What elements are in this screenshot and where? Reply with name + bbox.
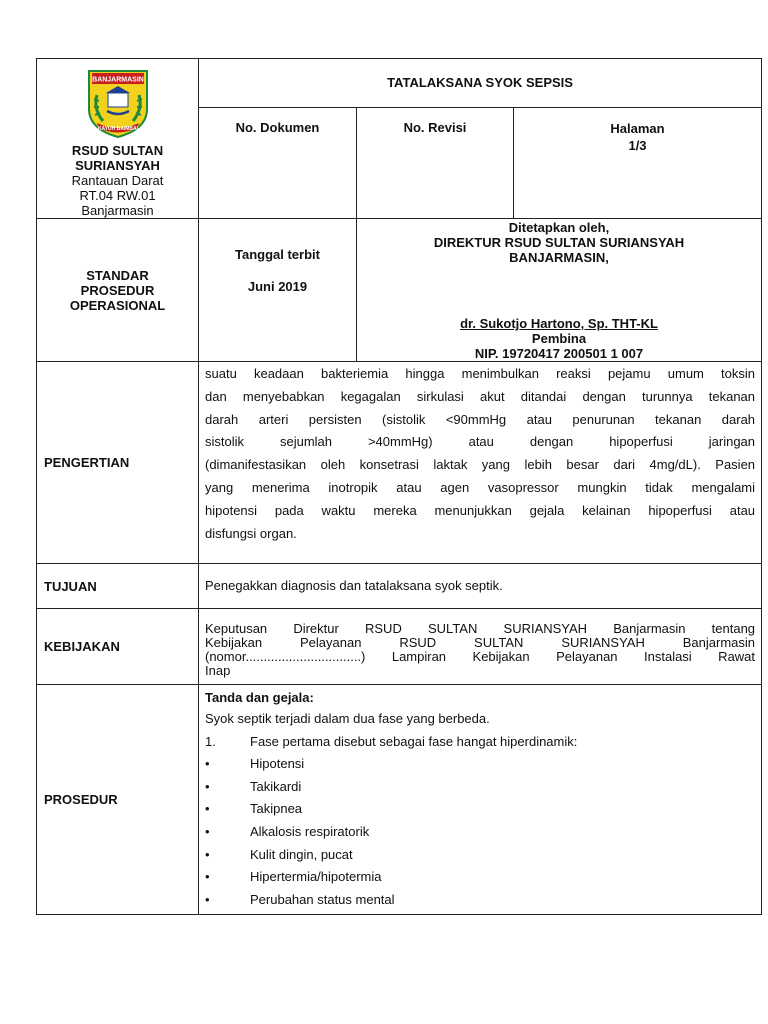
approved-by-label: Ditetapkan oleh, bbox=[508, 220, 610, 235]
symptom-list-item bbox=[205, 821, 755, 844]
kebijakan-line: Kebijakan Pelayanan RSUD SULTAN SURIANSYAH Banjarmasin bbox=[205, 635, 756, 650]
pengertian-content bbox=[199, 362, 762, 564]
page-value: 1/3 bbox=[628, 138, 647, 153]
pengertian-line: disfungsi organ. bbox=[205, 525, 297, 541]
sop-table bbox=[36, 58, 762, 915]
kebijakan-line: (nomor................................) Lampiran Kebijakan Pelayanan Instalasi Rawat bbox=[205, 649, 756, 664]
director-city: BANJARMASIN, bbox=[509, 250, 609, 265]
hospital-address-line-3: Banjarmasin bbox=[81, 203, 154, 218]
symptom-text: Takipnea bbox=[250, 801, 303, 817]
logo-top-text: BANJARMASIN bbox=[91, 76, 144, 84]
prosedur-content bbox=[199, 685, 762, 915]
symptom-text: Hipotensi bbox=[250, 756, 305, 772]
page-number-cell bbox=[514, 108, 762, 219]
hospital-name-line-1: RSUD SULTAN bbox=[71, 143, 164, 158]
sop-type-cell bbox=[37, 219, 199, 362]
symptom-list-item bbox=[205, 776, 755, 799]
logo-motto-text: KAYUH BAIMBAI bbox=[97, 126, 138, 132]
revision-number-label: No. Revisi bbox=[403, 120, 467, 135]
signer-name: dr. Sukotjo Hartono, Sp. THT-KL bbox=[460, 316, 658, 331]
symptom-text: Takikardi bbox=[250, 778, 302, 794]
bullet-icon: • bbox=[205, 823, 210, 839]
symptom-text: Hipertermia/hipotermia bbox=[250, 869, 382, 885]
kebijakan-label: KEBIJAKAN bbox=[37, 609, 199, 685]
bullet-icon: • bbox=[205, 801, 210, 817]
document-title: TATALAKSANA SYOK SEPSIS bbox=[199, 59, 762, 108]
sop-type-line-1: STANDAR bbox=[86, 267, 149, 283]
sop-document bbox=[36, 58, 761, 915]
symptom-text: Alkalosis respiratorik bbox=[250, 823, 370, 839]
pengertian-label: PENGERTIAN bbox=[37, 362, 199, 564]
signature-space bbox=[357, 265, 761, 316]
symptom-list-item bbox=[205, 889, 755, 912]
pengertian-line: hipotensi pada waktu mereka menunjukkan gejala kelainan hipoperfusi atau bbox=[205, 502, 756, 518]
hospital-address-line-2: RT.04 RW.01 bbox=[79, 188, 156, 203]
tujuan-label: TUJUAN bbox=[37, 564, 199, 609]
hospital-name-line-2: SURIANSYAH bbox=[75, 158, 160, 173]
page-label: Halaman bbox=[610, 121, 665, 136]
issue-date-label: Tanggal terbit bbox=[235, 247, 320, 262]
step-text: Fase pertama disebut sebagai fase hangat hiperdinamik: bbox=[250, 733, 578, 749]
issue-date-cell bbox=[199, 219, 357, 362]
kebijakan-line: Inap bbox=[205, 663, 231, 678]
prosedur-label: PROSEDUR bbox=[37, 685, 199, 915]
pengertian-line: sistolik sejumlah >40mmHg) atau dengan hipoperfusi jaringan bbox=[205, 434, 756, 450]
bullet-icon: • bbox=[205, 891, 210, 907]
sop-type-line-3: OPERASIONAL bbox=[69, 297, 166, 313]
prosedur-step bbox=[205, 731, 755, 754]
pengertian-line: darah arteri persisten (sistolik <90mmHg atau penurunan tekanan darah bbox=[205, 411, 756, 427]
bullet-icon: • bbox=[205, 846, 210, 862]
pengertian-line: (dimanifestasikan oleh konsetrasi laktak yang lebih besar dari 4mg/dL). Pasien bbox=[205, 457, 756, 473]
hospital-address-line-1: Rantauan Darat bbox=[71, 173, 164, 188]
signer-nip: NIP. 19720417 200501 1 007 bbox=[474, 346, 644, 361]
approval-cell bbox=[357, 219, 762, 362]
bullet-icon: • bbox=[205, 869, 210, 885]
step-number: 1. bbox=[205, 733, 216, 749]
prosedur-heading: Tanda dan gejala: bbox=[205, 690, 314, 705]
symptom-text: Perubahan status mental bbox=[250, 891, 395, 907]
bullet-icon: • bbox=[205, 756, 210, 772]
prosedur-intro: Syok septik terjadi dalam dua fase yang berbeda. bbox=[205, 711, 490, 726]
document-number-label: No. Dokumen bbox=[235, 120, 320, 135]
document-number-cell bbox=[199, 108, 357, 219]
pengertian-line: dan menyebabkan kegagalan sirkulasi akut ditandai dengan turunnya tekanan bbox=[205, 388, 756, 404]
kebijakan-content bbox=[199, 609, 762, 685]
revision-number-cell bbox=[357, 108, 514, 219]
bullet-icon: • bbox=[205, 778, 210, 794]
tujuan-content: Penegakkan diagnosis dan tatalaksana syok septik. bbox=[199, 564, 762, 609]
issue-date-value: Juni 2019 bbox=[247, 279, 308, 294]
symptom-list-item bbox=[205, 753, 755, 776]
signer-rank: Pembina bbox=[531, 331, 587, 346]
symptom-text: Kulit dingin, pucat bbox=[250, 846, 353, 862]
kebijakan-line: Keputusan Direktur RSUD SULTAN SURIANSYAH Banjarmasin tentang bbox=[205, 621, 756, 636]
director-title: DIREKTUR RSUD SULTAN SURIANSYAH bbox=[433, 235, 685, 250]
symptom-list-item bbox=[205, 844, 755, 867]
pengertian-line: suatu keadaan bakteriemia hingga menimbulkan reaksi pejamu umum toksin bbox=[205, 366, 756, 381]
symptom-list-item bbox=[205, 798, 755, 821]
pengertian-line: yang menerima inotropik atau agen vasopressor mungkin tidak mengalami bbox=[205, 479, 756, 495]
sop-type-line-2: PROSEDUR bbox=[80, 282, 155, 298]
hospital-identity-cell bbox=[37, 59, 199, 219]
symptom-list-item bbox=[205, 866, 755, 889]
banjarmasin-emblem-icon bbox=[83, 65, 153, 139]
